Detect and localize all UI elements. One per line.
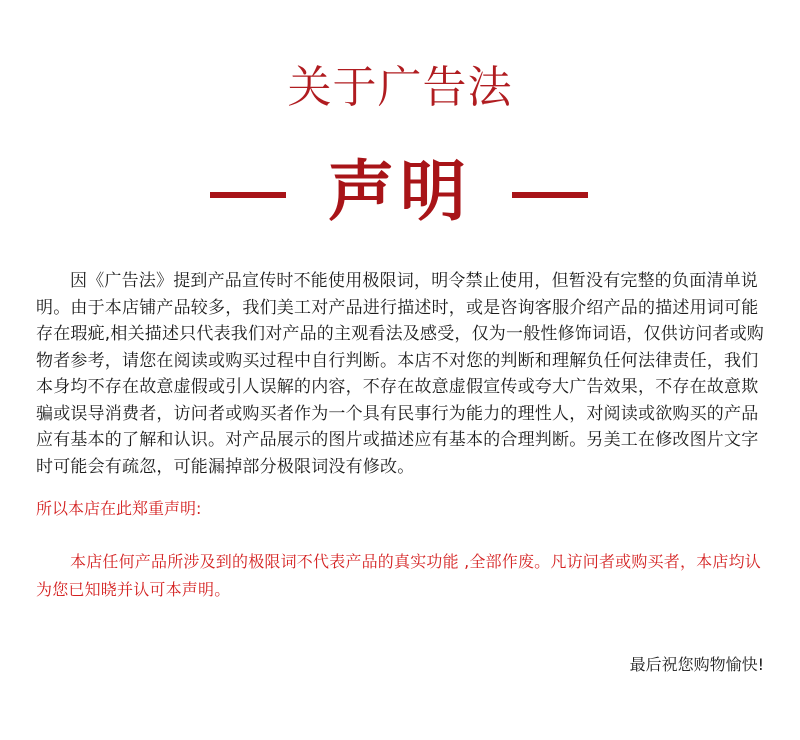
declaration-paragraph: 本店任何产品所涉及到的极限词不代表产品的真实功能 ,全部作废。凡访问者或购买者，本店均认为您已知晓并认可本声明。 xyxy=(36,552,761,599)
page-title: 关于广告法 xyxy=(287,62,513,113)
statement-heading: 声明 xyxy=(328,153,472,230)
heading-row xyxy=(0,152,800,232)
closing-wish: 最后祝您购物愉快! xyxy=(629,655,764,674)
disclaimer-paragraph: 因《广告法》提到产品宣传时不能使用极限词，明令禁止使用，但暂没有完整的负面清单说明。由于本店铺产品较多，我们美工对产品进行描述时，或是咨询客服介绍产品的描述用词可能存在瑕疵,相关描述只代表我们对产品的主观看法及感受，仅为一般性修饰词语，仅供访问者或购物者参考，请您在阅读或购买过程中自行判断。本店不对您的判断和理解负任何法律责任，我们本身均不存在故意虚假或引人误解的内容，不存在故意虚假宣传或夸大广告效果，不存在故意欺骗或误导消费者，访问者或购买者作为一个具有民事行为能力的理性人，对阅读或欲购买的产品应有基本的了解和认识。对产品展示的图片或描述应有基本的合理判断。另美工在修改图片文字时可能会有疏忽，可能漏掉部分极限词没有修改。 xyxy=(36,271,765,477)
declaration-subheading: 所以本店在此郑重声明: xyxy=(36,499,202,518)
right-dash-divider xyxy=(512,192,588,198)
